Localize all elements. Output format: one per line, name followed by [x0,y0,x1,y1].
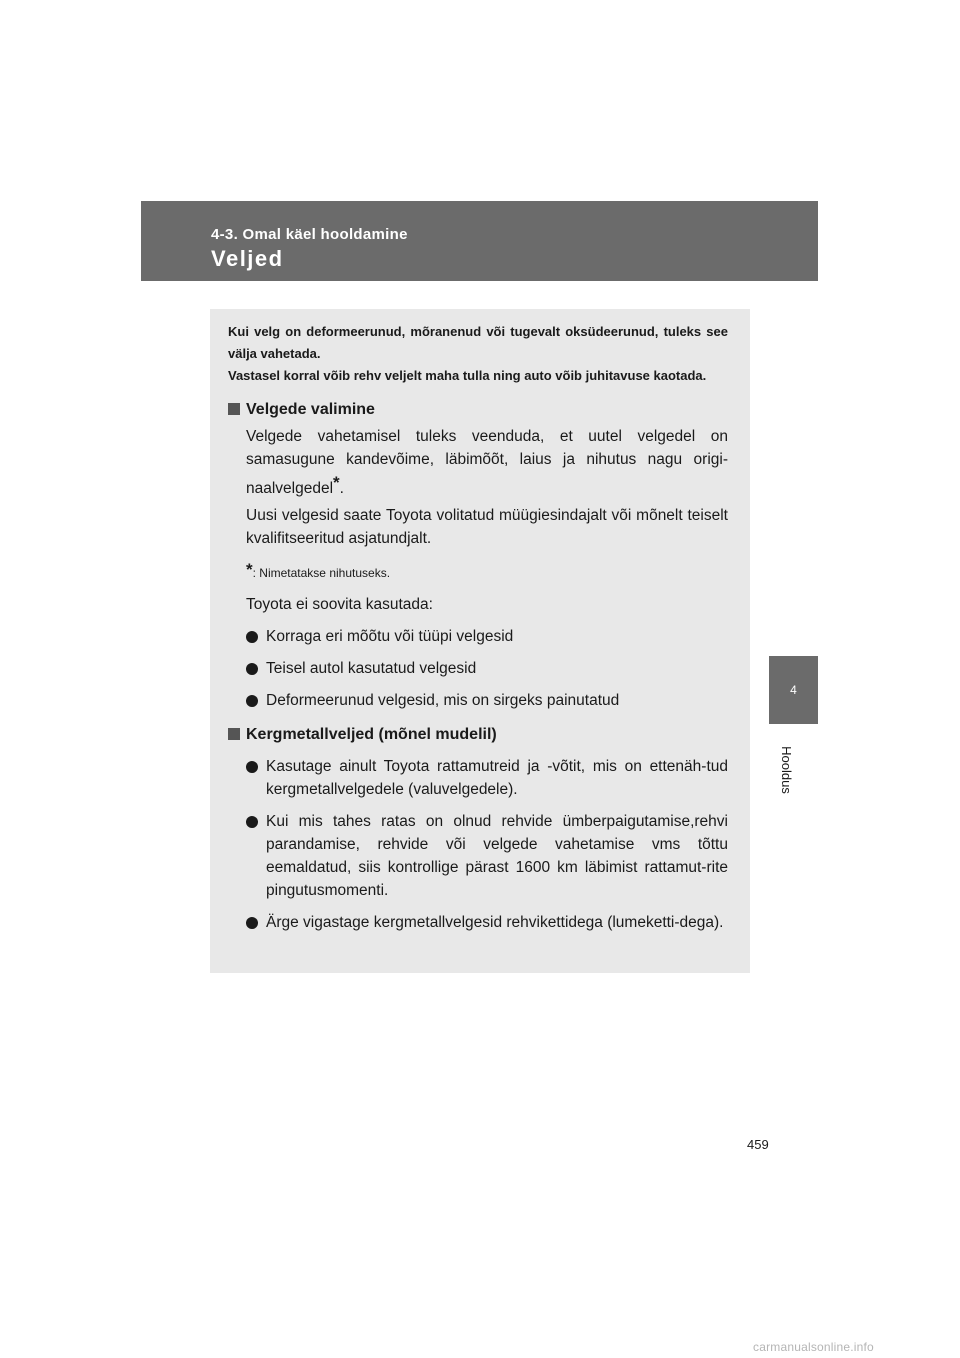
section-header [141,201,818,281]
list-item [228,657,728,680]
paragraph-text: Velgede vahetamisel tuleks veenduda, et uutel velgedel on samasugune kandevõime, läbimõõt, laius ja nihutus nagu origi-naalvelgedel [246,428,728,497]
list-item-text: Kui mis tahes ratas on olnud rehvide ümberpaigutamise,rehvi parandamise, rehvide või velgede vahetamise vms tõttu eemaldatud, siis kontrollige pärast 1600 km läbimist rattamut-rite pingutusmomenti. [266,813,728,899]
round-bullet-icon [246,695,258,707]
subsection-heading-alloy-wheels [228,724,728,746]
square-bullet-icon [228,728,240,740]
subsection-title: Velgede valimine [246,401,375,418]
list-item [228,689,728,712]
page-number: 459 [747,1137,769,1152]
not-recommended-intro: Toyota ei soovita kasutada: [246,596,433,613]
list-item-text: Teisel autol kasutatud velgesid [266,660,477,677]
paragraph-text-end: . [339,480,344,497]
section-label: 4-3. Omal käel hooldamine [211,226,408,243]
warning-text-1: Kui velg on deformeerunud, mõranenud või tugevalt oksüdeerunud, tuleks see välja vahetada. [228,324,728,361]
subsection-heading-rim-selection [228,399,728,421]
list-item [228,755,728,801]
list-item [228,810,728,902]
list-item [228,625,728,648]
chapter-number: 4 [790,683,797,697]
list-item-text: Ärge vigastage kergmetallvelgesid rehvikettidega (lumeketti-dega). [266,914,724,931]
paragraph-rim-requirements [228,425,728,500]
square-bullet-icon [228,403,240,415]
list-item-text: Korraga eri mõõtu või tüüpi velgesid [266,628,514,645]
watermark: carmanualsonline.info [753,1340,874,1354]
page-title: Veljed [211,246,284,271]
round-bullet-icon [246,917,258,929]
list-item-text: Deformeerunud velgesid, mis on sirgeks painutatud [266,692,620,709]
round-bullet-icon [246,816,258,828]
round-bullet-icon [246,663,258,675]
round-bullet-icon [246,761,258,773]
warning-text-2: Vastasel korral võib rehv veljelt maha tulla ning auto võib juhitavuse kaotada. [228,368,707,383]
subsection-title: Kergmetallveljed (mõnel mudelil) [246,726,497,743]
list-item [228,911,728,934]
round-bullet-icon [246,631,258,643]
paragraph-dealer: Uusi velgesid saate Toyota volitatud müügiesindajalt või mõnelt teiselt kvalifitseeritud asjatundjalt. [246,507,728,547]
footnote-star-icon: * [246,560,253,579]
footnote [228,560,728,583]
caution-box [210,309,750,973]
list-item-text: Kasutage ainult Toyota rattamutreid ja -võtit, mis on ettenäh-tud kergmetallvelgedele (valuvelgedele). [266,758,728,798]
chapter-label: Hooldus [779,746,794,794]
footnote-star-icon: * [333,473,340,492]
chapter-tab[interactable] [769,656,818,724]
footnote-text: : Nimetatakse nihutuseks. [252,566,391,580]
